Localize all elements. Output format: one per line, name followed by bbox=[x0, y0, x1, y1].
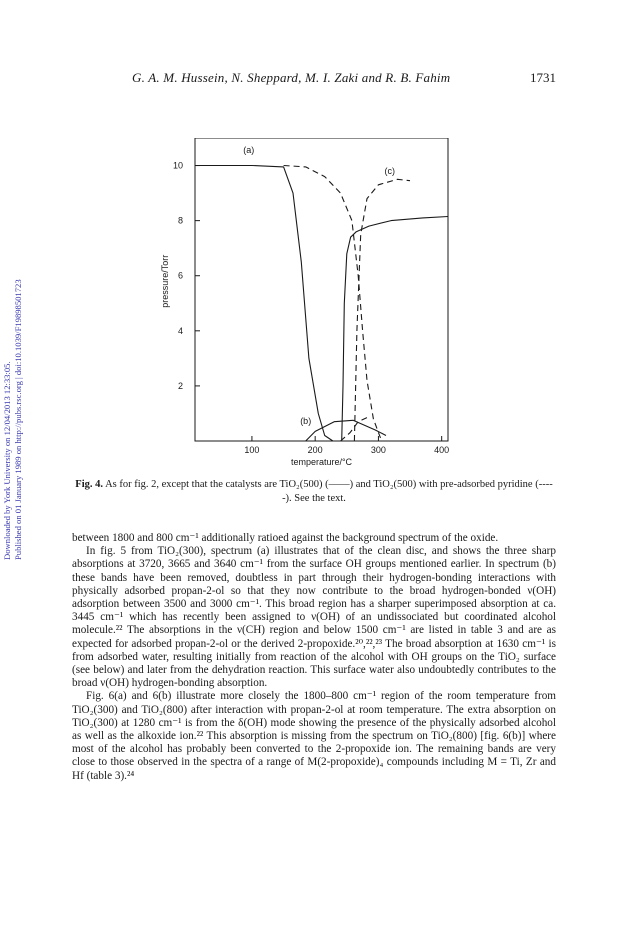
series-line-c-dashed bbox=[354, 179, 410, 441]
x-tick-label: 200 bbox=[307, 445, 323, 455]
series-line-a-dashed bbox=[284, 166, 382, 442]
series-line-b-solid bbox=[306, 420, 386, 441]
download-notice: Downloaded by York University on 12/04/2013 12:33:05. bbox=[2, 361, 12, 560]
figure-caption-label: Fig. 4. bbox=[75, 479, 104, 490]
y-tick-label: 10 bbox=[172, 160, 183, 171]
curve-label-b: (b) bbox=[300, 415, 312, 426]
publication-notice[interactable]: Published on 01 January 1989 on http://pubs.rsc.org | doi:10.1039/F19898501723 bbox=[13, 279, 23, 560]
paragraph-2: In fig. 5 from TiO₂(300), spectrum (a) illustrates that of the clean disc, and shows the three sharp absorptions at 3720, 3665 and 3640 cm⁻¹ from the surface OH groups mentioned earlier. In spectrum (b) these bands have been removed, doubtless in part through their hydrogen-bonding interactions with physically adsorbed propan-2-ol so that they now contribute to the broad hydrogen-bonded ν(OH) adsorption between 3500 and 3000 cm⁻¹. This broad region has a sharper superimposed absorption at ca. 3445 cm⁻¹ which has recently been assigned to ν(OH) of an undissociated but coordinated alcohol molecule.²² The absorptions in the ν(CH) region and below 1500 cm⁻¹ are listed in table 3 and are as expected for adsorbed propan-2-ol or the derived 2-propoxide.²⁰,²²,²³ The broad absorption at 1630 cm⁻¹ is from adsorbed water, resulting initially from reaction of the alcohol with OH groups on the TiO₂ surface (see below) and later from the dehydration reaction. This surface water also undoubtedly contributes to the broad ν(OH) hydrogen-bonding absorption. bbox=[72, 545, 556, 690]
figure-caption-text: As for fig. 2, except that the catalysts are TiO₂(500) (——) and TiO₂(500) with pre-adsorbed pyridine (-----). See the text. bbox=[105, 479, 553, 504]
paragraph-3: Fig. 6(a) and 6(b) illustrate more closely the 1800–800 cm⁻¹ region of the room temperature from TiO₂(300) and TiO₂(800) after interaction with propan-2-ol at room temperature. The extra absorption on TiO₂(300) at 1280 cm⁻¹ is from the δ(OH) mode showing the presence of the physically adsorbed alcohol as well as the alkoxide ion.²² This absorption is missing from the spectrum on TiO₂(800) [fig. 6(b)] where most of the alcohol has probably been converted to the 2-propoxide ion. The remaining bands are very close to those observed in the spectra of a range of M(2-propoxide)₄ compounds including M = Ti, Zr and Hf (table 3).²⁴ bbox=[72, 690, 556, 782]
x-tick-label: 400 bbox=[434, 445, 450, 455]
plot-frame bbox=[195, 138, 448, 441]
y-tick-label: 2 bbox=[177, 380, 183, 391]
x-axis-label: temperature/°C bbox=[290, 457, 353, 467]
paragraph-1: between 1800 and 800 cm⁻¹ additionally ratioed against the background spectrum of the oxide. bbox=[72, 532, 499, 544]
curve-label-a: (a) bbox=[243, 145, 255, 156]
curve-label-c: (c) bbox=[384, 165, 396, 176]
pressure-temperature-plot bbox=[150, 138, 450, 473]
figure-caption bbox=[72, 478, 556, 506]
y-axis-label: pressure/Torr bbox=[160, 254, 170, 308]
x-tick-label: 300 bbox=[370, 445, 386, 455]
y-tick-label: 8 bbox=[177, 215, 183, 226]
y-tick-label: 4 bbox=[177, 325, 183, 336]
y-tick-label: 6 bbox=[177, 270, 183, 281]
article-body bbox=[72, 532, 556, 783]
running-header-authors: G. A. M. Hussein, N. Sheppard, M. I. Zaki and R. B. Fahim bbox=[132, 70, 451, 85]
series-line-a-solid bbox=[195, 166, 333, 442]
page-number: 1731 bbox=[530, 70, 556, 85]
series-line-c-solid bbox=[342, 217, 448, 442]
x-tick-label: 100 bbox=[244, 445, 260, 455]
running-header bbox=[0, 70, 624, 88]
